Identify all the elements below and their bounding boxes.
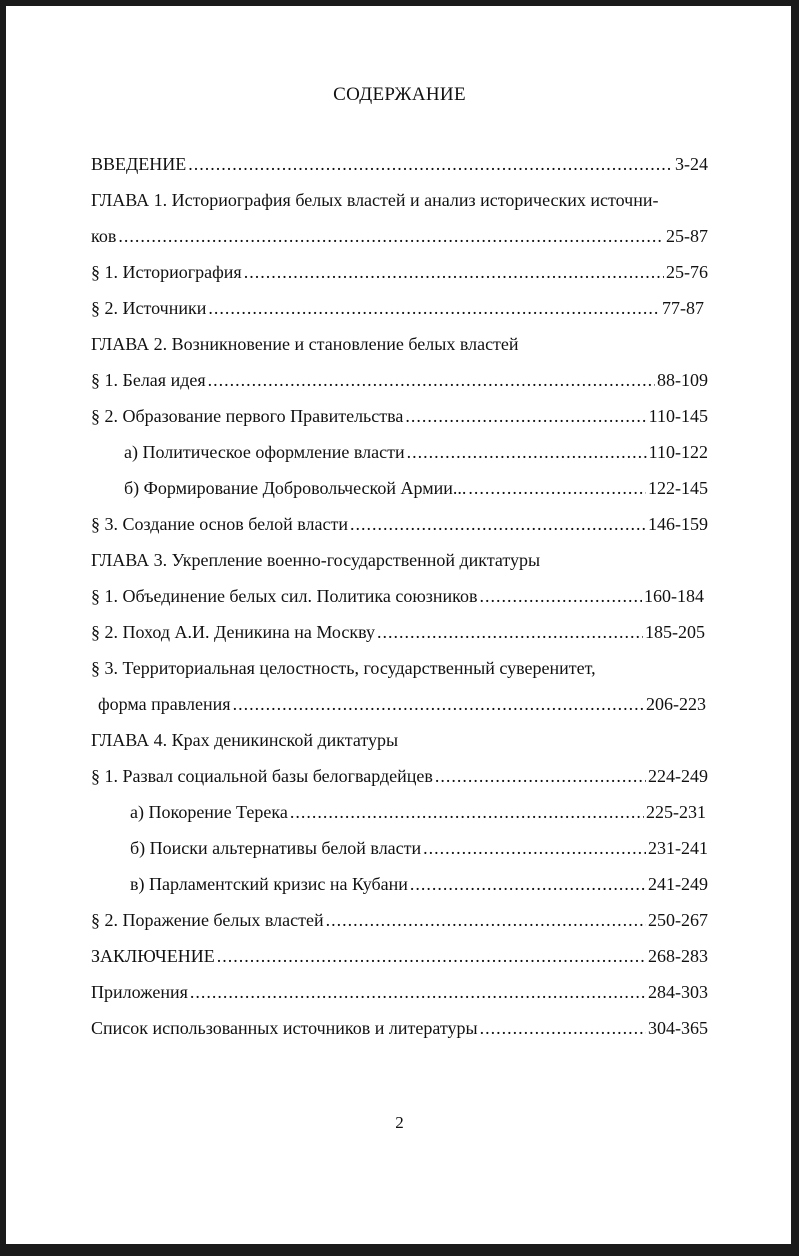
toc-entry-label: § 2. Поход А.И. Деникина на Москву: [91, 622, 376, 642]
toc-entry-label: в) Парламентский кризис на Кубани: [130, 874, 408, 894]
leader-dots: [208, 296, 660, 320]
toc-entry-label: б) Формирование Добровольческой Армии...: [124, 478, 467, 498]
toc-entry-ch3-s3[interactable]: [91, 656, 596, 680]
leader-dots: [326, 908, 646, 932]
toc-entry-label: б) Поиски альтернативы белой власти: [130, 838, 422, 858]
page-title: СОДЕРЖАНИЕ: [333, 84, 466, 105]
toc-entry-pages: 3-24: [675, 154, 708, 174]
toc-entry-label: ГЛАВА 2. Возникновение и становление белых властей: [91, 334, 519, 354]
toc-entry-pages: 146-159: [648, 514, 708, 534]
leader-dots: [233, 692, 644, 716]
toc-entry-label: ВВЕДЕНИЕ: [91, 154, 187, 174]
toc-entry-ch2-s2-b[interactable]: [124, 476, 708, 500]
toc-entry-ch2-s3[interactable]: [91, 512, 708, 536]
toc-entry-ch3-s3-continuation[interactable]: [98, 692, 706, 716]
leader-dots: [407, 440, 647, 464]
leader-dots: [480, 584, 642, 608]
toc-entry-pages: 231-241: [648, 838, 708, 858]
toc-entry-label: Приложения: [91, 982, 188, 1002]
leader-dots: [377, 620, 643, 644]
toc-entry-label: § 1. Развал социальной базы белогвардейцев: [91, 766, 433, 786]
toc-entry-label: § 2. Образование первого Правительства: [91, 406, 404, 426]
toc-entry-pages: 25-76: [666, 262, 708, 282]
toc-entry-pages: 206-223: [646, 694, 706, 714]
toc-entry-introduction[interactable]: [91, 152, 708, 176]
leader-dots: [208, 368, 655, 392]
toc-entry-label: § 1. Историография: [91, 262, 242, 282]
toc-entry-ch4-s1-a[interactable]: [130, 800, 706, 824]
toc-entry-pages: 304-365: [648, 1018, 708, 1038]
toc-entry-pages: 77-87: [662, 298, 704, 318]
leader-dots: [423, 836, 646, 860]
toc-chapter-4-heading[interactable]: [91, 728, 398, 752]
toc-entry-pages: 224-249: [648, 766, 708, 786]
toc-entry-ch1-s1[interactable]: [91, 260, 708, 284]
toc-entry-ch4-s1-b[interactable]: [130, 836, 708, 860]
toc-entry-pages: 241-249: [648, 874, 708, 894]
page-number: 2: [395, 1113, 404, 1132]
toc-entry-label: § 2. Источники: [91, 298, 207, 318]
toc-entry-pages: 185-205: [645, 622, 705, 642]
leader-dots: [480, 1016, 646, 1040]
toc-entry-ch3-s1[interactable]: [91, 584, 704, 608]
toc-entry-pages: 284-303: [648, 982, 708, 1002]
leader-dots: [290, 800, 644, 824]
toc-entry-ch3-s2[interactable]: [91, 620, 705, 644]
leader-dots: [188, 152, 673, 176]
toc-entry-label: § 3. Создание основ белой власти: [91, 514, 349, 534]
leader-dots: [405, 404, 646, 428]
toc-entry-label: ГЛАВА 3. Укрепление военно-государственной диктатуры: [91, 550, 541, 570]
toc-entry-ch4-s2[interactable]: [91, 908, 708, 932]
leader-dots: [350, 512, 646, 536]
leader-dots: [244, 260, 664, 284]
toc-entry-ch2-s1[interactable]: [91, 368, 708, 392]
leader-dots: [118, 224, 664, 248]
toc-entry-ch4-s1[interactable]: [91, 764, 708, 788]
leader-dots: [410, 872, 646, 896]
toc-entry-pages: 25-87: [666, 226, 708, 246]
toc-entry-label: а) Покорение Терека: [130, 802, 288, 822]
toc-entry-pages: 250-267: [648, 910, 708, 930]
toc-entry-ch2-s2[interactable]: [91, 404, 708, 428]
toc-entry-label: ГЛАВА 4. Крах деникинской диктатуры: [91, 730, 399, 750]
toc-entry-label: ЗАКЛЮЧЕНИЕ: [91, 946, 215, 966]
toc-entry-appendices[interactable]: [91, 980, 708, 1004]
toc-entry-conclusion[interactable]: [91, 944, 708, 968]
toc-entry-ch2-s2-a[interactable]: [124, 440, 708, 464]
toc-entry-pages: 110-145: [648, 406, 708, 426]
toc-entry-pages: 225-231: [646, 802, 706, 822]
toc-chapter-3-heading[interactable]: [91, 548, 540, 572]
leader-dots: [217, 944, 646, 968]
toc-chapter-2-heading[interactable]: [91, 332, 519, 356]
toc-entry-label: § 3. Территориальная целостность, государственный суверенитет,: [91, 658, 596, 678]
toc-entry-label: § 2. Поражение белых властей: [91, 910, 324, 930]
toc-chapter-1-continuation[interactable]: [91, 224, 708, 248]
toc-entry-ch4-s1-c[interactable]: [130, 872, 708, 896]
toc-entry-pages: 160-184: [644, 586, 704, 606]
toc-entry-label: Список использованных источников и литературы: [91, 1018, 478, 1038]
leader-dots: [190, 980, 646, 1004]
toc-entry-label: ГЛАВА 1. Историография белых властей и анализ исторических источни-: [91, 190, 659, 210]
leader-dots: [435, 764, 646, 788]
toc-entry-pages: 88-109: [657, 370, 708, 390]
toc-chapter-1-heading[interactable]: [91, 188, 659, 212]
toc-entry-label: ков: [91, 226, 117, 246]
toc-entry-pages: 110-122: [648, 442, 708, 462]
toc-entry-pages: 122-145: [648, 478, 708, 498]
toc-entry-label: форма правления: [98, 694, 231, 714]
toc-entry-pages: 268-283: [648, 946, 708, 966]
toc-entry-label: § 1. Белая идея: [91, 370, 206, 390]
toc-entry-label: § 1. Объединение белых сил. Политика союзников: [91, 586, 478, 606]
toc-entry-bibliography[interactable]: [91, 1016, 708, 1040]
toc-entry-label: а) Политическое оформление власти: [124, 442, 405, 462]
leader-dots: [468, 476, 646, 500]
toc-entry-ch1-s2[interactable]: [91, 296, 704, 320]
